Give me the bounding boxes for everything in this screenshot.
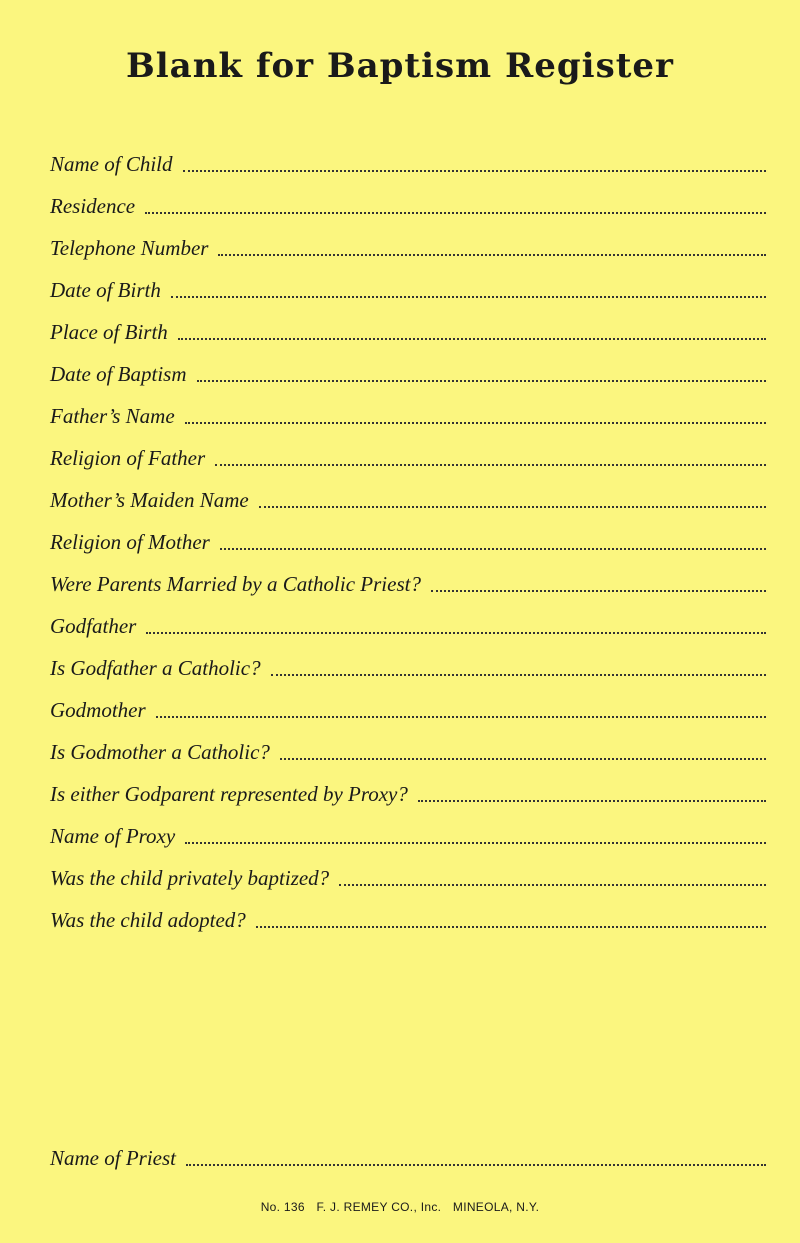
- fill-in-line[interactable]: [339, 884, 766, 886]
- field-label: Is either Godparent represented by Proxy?: [50, 782, 408, 806]
- field-row-place-of-birth[interactable]: [50, 310, 766, 344]
- fill-in-line[interactable]: [271, 674, 766, 676]
- field-row-godfather-catholic[interactable]: [50, 646, 766, 680]
- field-label: Residence: [50, 194, 136, 218]
- field-label: Telephone Number: [50, 236, 209, 260]
- fill-in-line[interactable]: [145, 212, 766, 214]
- field-row-fathers-name[interactable]: [50, 394, 766, 428]
- field-row-godmother-catholic[interactable]: [50, 730, 766, 764]
- field-label: Mother’s Maiden Name: [50, 488, 249, 512]
- fill-in-line[interactable]: [218, 254, 766, 256]
- field-row-godmother[interactable]: [50, 688, 766, 722]
- company-name: F. J. REMEY CO., Inc.: [316, 1200, 442, 1214]
- fill-in-line[interactable]: [171, 296, 766, 298]
- fill-in-line[interactable]: [431, 590, 766, 592]
- printer-imprint: [0, 1200, 800, 1214]
- field-row-godparent-proxy[interactable]: [50, 772, 766, 806]
- field-row-name-of-priest[interactable]: [50, 1136, 766, 1170]
- field-label: Is Godfather a Catholic?: [50, 656, 261, 680]
- field-row-date-of-birth[interactable]: [50, 268, 766, 302]
- field-row-telephone-number[interactable]: [50, 226, 766, 260]
- fill-in-line[interactable]: [197, 380, 767, 382]
- field-row-godfather[interactable]: [50, 604, 766, 638]
- field-label: Is Godmother a Catholic?: [50, 740, 270, 764]
- fill-in-line[interactable]: [183, 170, 766, 172]
- form-number: No. 136: [260, 1200, 305, 1214]
- field-label: Religion of Mother: [50, 530, 210, 554]
- field-row-child-adopted[interactable]: [50, 898, 766, 932]
- fill-in-line[interactable]: [178, 338, 766, 340]
- field-row-religion-of-father[interactable]: [50, 436, 766, 470]
- company-location: MINEOLA, N.Y.: [452, 1200, 540, 1214]
- field-label: Religion of Father: [50, 446, 206, 470]
- form-title: Blank for Baptism Register: [126, 46, 674, 86]
- field-label: Godmother: [50, 698, 146, 722]
- field-label: Date of Baptism: [50, 362, 187, 386]
- fill-in-line[interactable]: [185, 842, 766, 844]
- fill-in-line[interactable]: [220, 548, 766, 550]
- field-row-date-of-baptism[interactable]: [50, 352, 766, 386]
- field-label: Godfather: [50, 614, 137, 638]
- field-row-mothers-maiden-name[interactable]: [50, 478, 766, 512]
- fill-in-line[interactable]: [280, 758, 766, 760]
- fill-in-line[interactable]: [185, 422, 766, 424]
- field-label: Were Parents Married by a Catholic Priest?: [50, 572, 421, 596]
- field-row-parents-married[interactable]: [50, 562, 766, 596]
- field-label: Place of Birth: [50, 320, 168, 344]
- fill-in-line[interactable]: [146, 632, 766, 634]
- field-row-religion-of-mother[interactable]: [50, 520, 766, 554]
- fill-in-line[interactable]: [256, 926, 766, 928]
- fill-in-line[interactable]: [259, 506, 766, 508]
- fill-in-line[interactable]: [186, 1164, 766, 1166]
- field-label: Was the child privately baptized?: [50, 866, 330, 890]
- fill-in-line[interactable]: [156, 716, 766, 718]
- fill-in-line[interactable]: [418, 800, 766, 802]
- field-row-residence[interactable]: [50, 184, 766, 218]
- field-row-name-of-child[interactable]: [50, 142, 766, 176]
- field-row-name-of-proxy[interactable]: [50, 814, 766, 848]
- field-label: Name of Proxy: [50, 824, 176, 848]
- field-label: Name of Priest: [50, 1146, 176, 1170]
- field-label: Was the child adopted?: [50, 908, 246, 932]
- fill-in-line[interactable]: [215, 464, 766, 466]
- field-label: Name of Child: [50, 152, 173, 176]
- field-row-privately-baptized[interactable]: [50, 856, 766, 890]
- field-label: Date of Birth: [50, 278, 161, 302]
- field-label: Father’s Name: [50, 404, 175, 428]
